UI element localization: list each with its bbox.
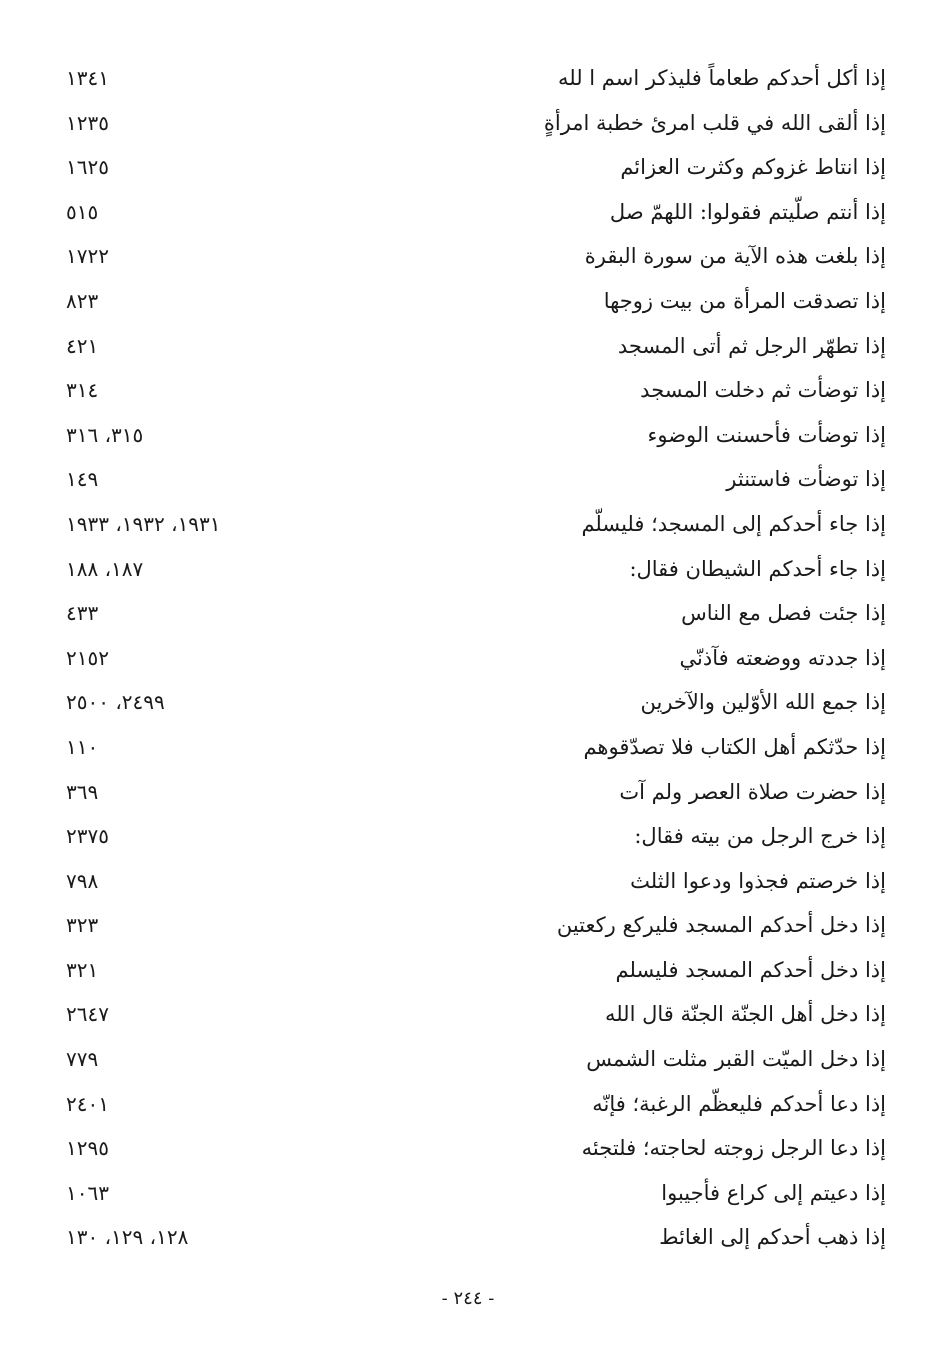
index-entry-row [0, 725, 936, 770]
hadith-reference-numbers: ٤٢١ [66, 333, 99, 358]
index-entry-row [0, 1215, 936, 1260]
hadith-reference-numbers: ٣١٥، ٣١٦ [66, 422, 144, 447]
hadith-reference-numbers: ٣٢٣ [66, 913, 99, 938]
hadith-reference-numbers: ٨٢٣ [66, 288, 99, 313]
hadith-opening-text: إذا حضرت صلاة العصر ولم آت [619, 779, 886, 804]
hadith-reference-numbers: ٢٦٤٧ [66, 1002, 109, 1027]
index-entry-row [0, 1082, 936, 1127]
hadith-reference-numbers: ١٨٧، ١٨٨ [66, 556, 144, 581]
index-entry-row [0, 859, 936, 904]
index-entry-row [0, 547, 936, 592]
hadith-reference-numbers: ١٢٣٥ [66, 110, 109, 135]
hadith-reference-numbers: ٣٦٩ [66, 779, 99, 804]
hadith-opening-text: إذا جمع الله الأوّلين والآخرين [640, 690, 886, 715]
hadith-index-list [0, 56, 936, 1260]
hadith-opening-text: إذا خرصتم فجذوا ودعوا الثلث [630, 868, 886, 893]
hadith-reference-numbers: ٣٢١ [66, 957, 99, 982]
page-number: - ٢٤٤ - [441, 1288, 495, 1309]
index-entry-row [0, 1037, 936, 1082]
hadith-opening-text: إذا حدّثكم أهل الكتاب فلا تصدّقوهم [583, 734, 886, 759]
hadith-reference-numbers: ١٣٤١ [66, 66, 109, 90]
hadith-opening-text: إذا أنتم صلّيتم فقولوا: اللهمّ صل [609, 199, 886, 224]
hadith-reference-numbers: ١٤٩ [66, 467, 99, 492]
hadith-reference-numbers: ١٠٦٣ [66, 1180, 109, 1205]
hadith-reference-numbers: ٤٣٣ [66, 601, 99, 626]
index-entry-row [0, 680, 936, 725]
hadith-reference-numbers: ٥١٥ [66, 199, 99, 224]
hadith-reference-numbers: ٢٤٠١ [66, 1091, 109, 1116]
index-entry-row [0, 636, 936, 681]
hadith-opening-text: إذا ألقى الله في قلب امرئ خطبة امرأةٍ [543, 110, 886, 135]
index-entry-row [0, 770, 936, 815]
hadith-reference-numbers: ٣١٤ [66, 378, 99, 403]
hadith-opening-text: إذا أكل أحدكم طعاماً فليذكر اسم ا لله [558, 66, 886, 90]
index-entry-row [0, 992, 936, 1037]
hadith-opening-text: إذا دخل أهل الجنّة الجنّة قال الله [604, 1002, 886, 1027]
index-entry-row [0, 56, 936, 101]
hadith-opening-text: إذا دخل أحدكم المسجد فليسلم [615, 957, 886, 982]
hadith-reference-numbers: ٢٣٧٥ [66, 824, 109, 849]
index-entry-row [0, 948, 936, 993]
hadith-opening-text: إذا جئت فصل مع الناس [681, 601, 886, 626]
hadith-reference-numbers: ١٦٢٥ [66, 155, 109, 180]
hadith-opening-text: إذا جددته ووضعته فآذنّي [679, 645, 886, 670]
hadith-opening-text: إذا دخل الميّت القبر مثلت الشمس [586, 1047, 886, 1072]
index-entry-row [0, 145, 936, 190]
hadith-opening-text: إذا تصدقت المرأة من بيت زوجها [603, 288, 886, 313]
hadith-opening-text: إذا توضأت فأحسنت الوضوء [647, 422, 886, 447]
hadith-opening-text: إذا جاء أحدكم إلى المسجد؛ فليسلّم [581, 511, 886, 536]
hadith-reference-numbers: ٧٩٨ [66, 868, 99, 893]
hadith-opening-text: إذا انتاط غزوكم وكثرت العزائم [620, 155, 886, 180]
hadith-opening-text: إذا خرج الرجل من بيته فقال: [634, 824, 886, 849]
hadith-opening-text: إذا دعا الرجل زوجته لحاجته؛ فلتجئه [581, 1136, 886, 1161]
index-entry-row [0, 279, 936, 324]
index-entry-row [0, 1171, 936, 1216]
hadith-reference-numbers: ١٩٣١، ١٩٣٢، ١٩٣٣ [66, 511, 221, 536]
hadith-opening-text: إذا دعيتم إلى كراع فأجيبوا [661, 1180, 886, 1205]
hadith-opening-text: إذا توضأت ثم دخلت المسجد [640, 378, 886, 403]
index-entry-row [0, 368, 936, 413]
hadith-opening-text: إذا ذهب أحدكم إلى الغائط [659, 1225, 886, 1250]
hadith-reference-numbers: ١٢٨، ١٢٩، ١٣٠ [66, 1225, 189, 1250]
index-entry-row [0, 502, 936, 547]
index-entry-row [0, 814, 936, 859]
hadith-reference-numbers: ٢٤٩٩، ٢٥٠٠ [66, 690, 165, 715]
hadith-opening-text: إذا جاء أحدكم الشيطان فقال: [629, 556, 886, 581]
hadith-reference-numbers: ١١٠ [66, 734, 99, 759]
hadith-opening-text: إذا دعا أحدكم فليعظّم الرغبة؛ فإنّه [592, 1091, 886, 1116]
index-entry-row [0, 190, 936, 235]
index-entry-row [0, 457, 936, 502]
index-entry-row [0, 1126, 936, 1171]
hadith-reference-numbers: ١٧٢٢ [66, 244, 109, 269]
index-entry-row [0, 234, 936, 279]
index-entry-row [0, 903, 936, 948]
hadith-opening-text: إذا دخل أحدكم المسجد فليركع ركعتين [556, 913, 886, 938]
index-entry-row [0, 413, 936, 458]
hadith-reference-numbers: ٧٧٩ [66, 1047, 99, 1072]
index-entry-row [0, 324, 936, 369]
hadith-reference-numbers: ٢١٥٢ [66, 645, 109, 670]
hadith-opening-text: إذا توضأت فاستنثر [726, 467, 886, 492]
hadith-opening-text: إذا بلغت هذه الآية من سورة البقرة [584, 244, 886, 269]
index-entry-row [0, 101, 936, 146]
index-entry-row [0, 591, 936, 636]
hadith-reference-numbers: ١٢٩٥ [66, 1136, 109, 1161]
hadith-opening-text: إذا تطهّر الرجل ثم أتى المسجد [617, 333, 886, 358]
